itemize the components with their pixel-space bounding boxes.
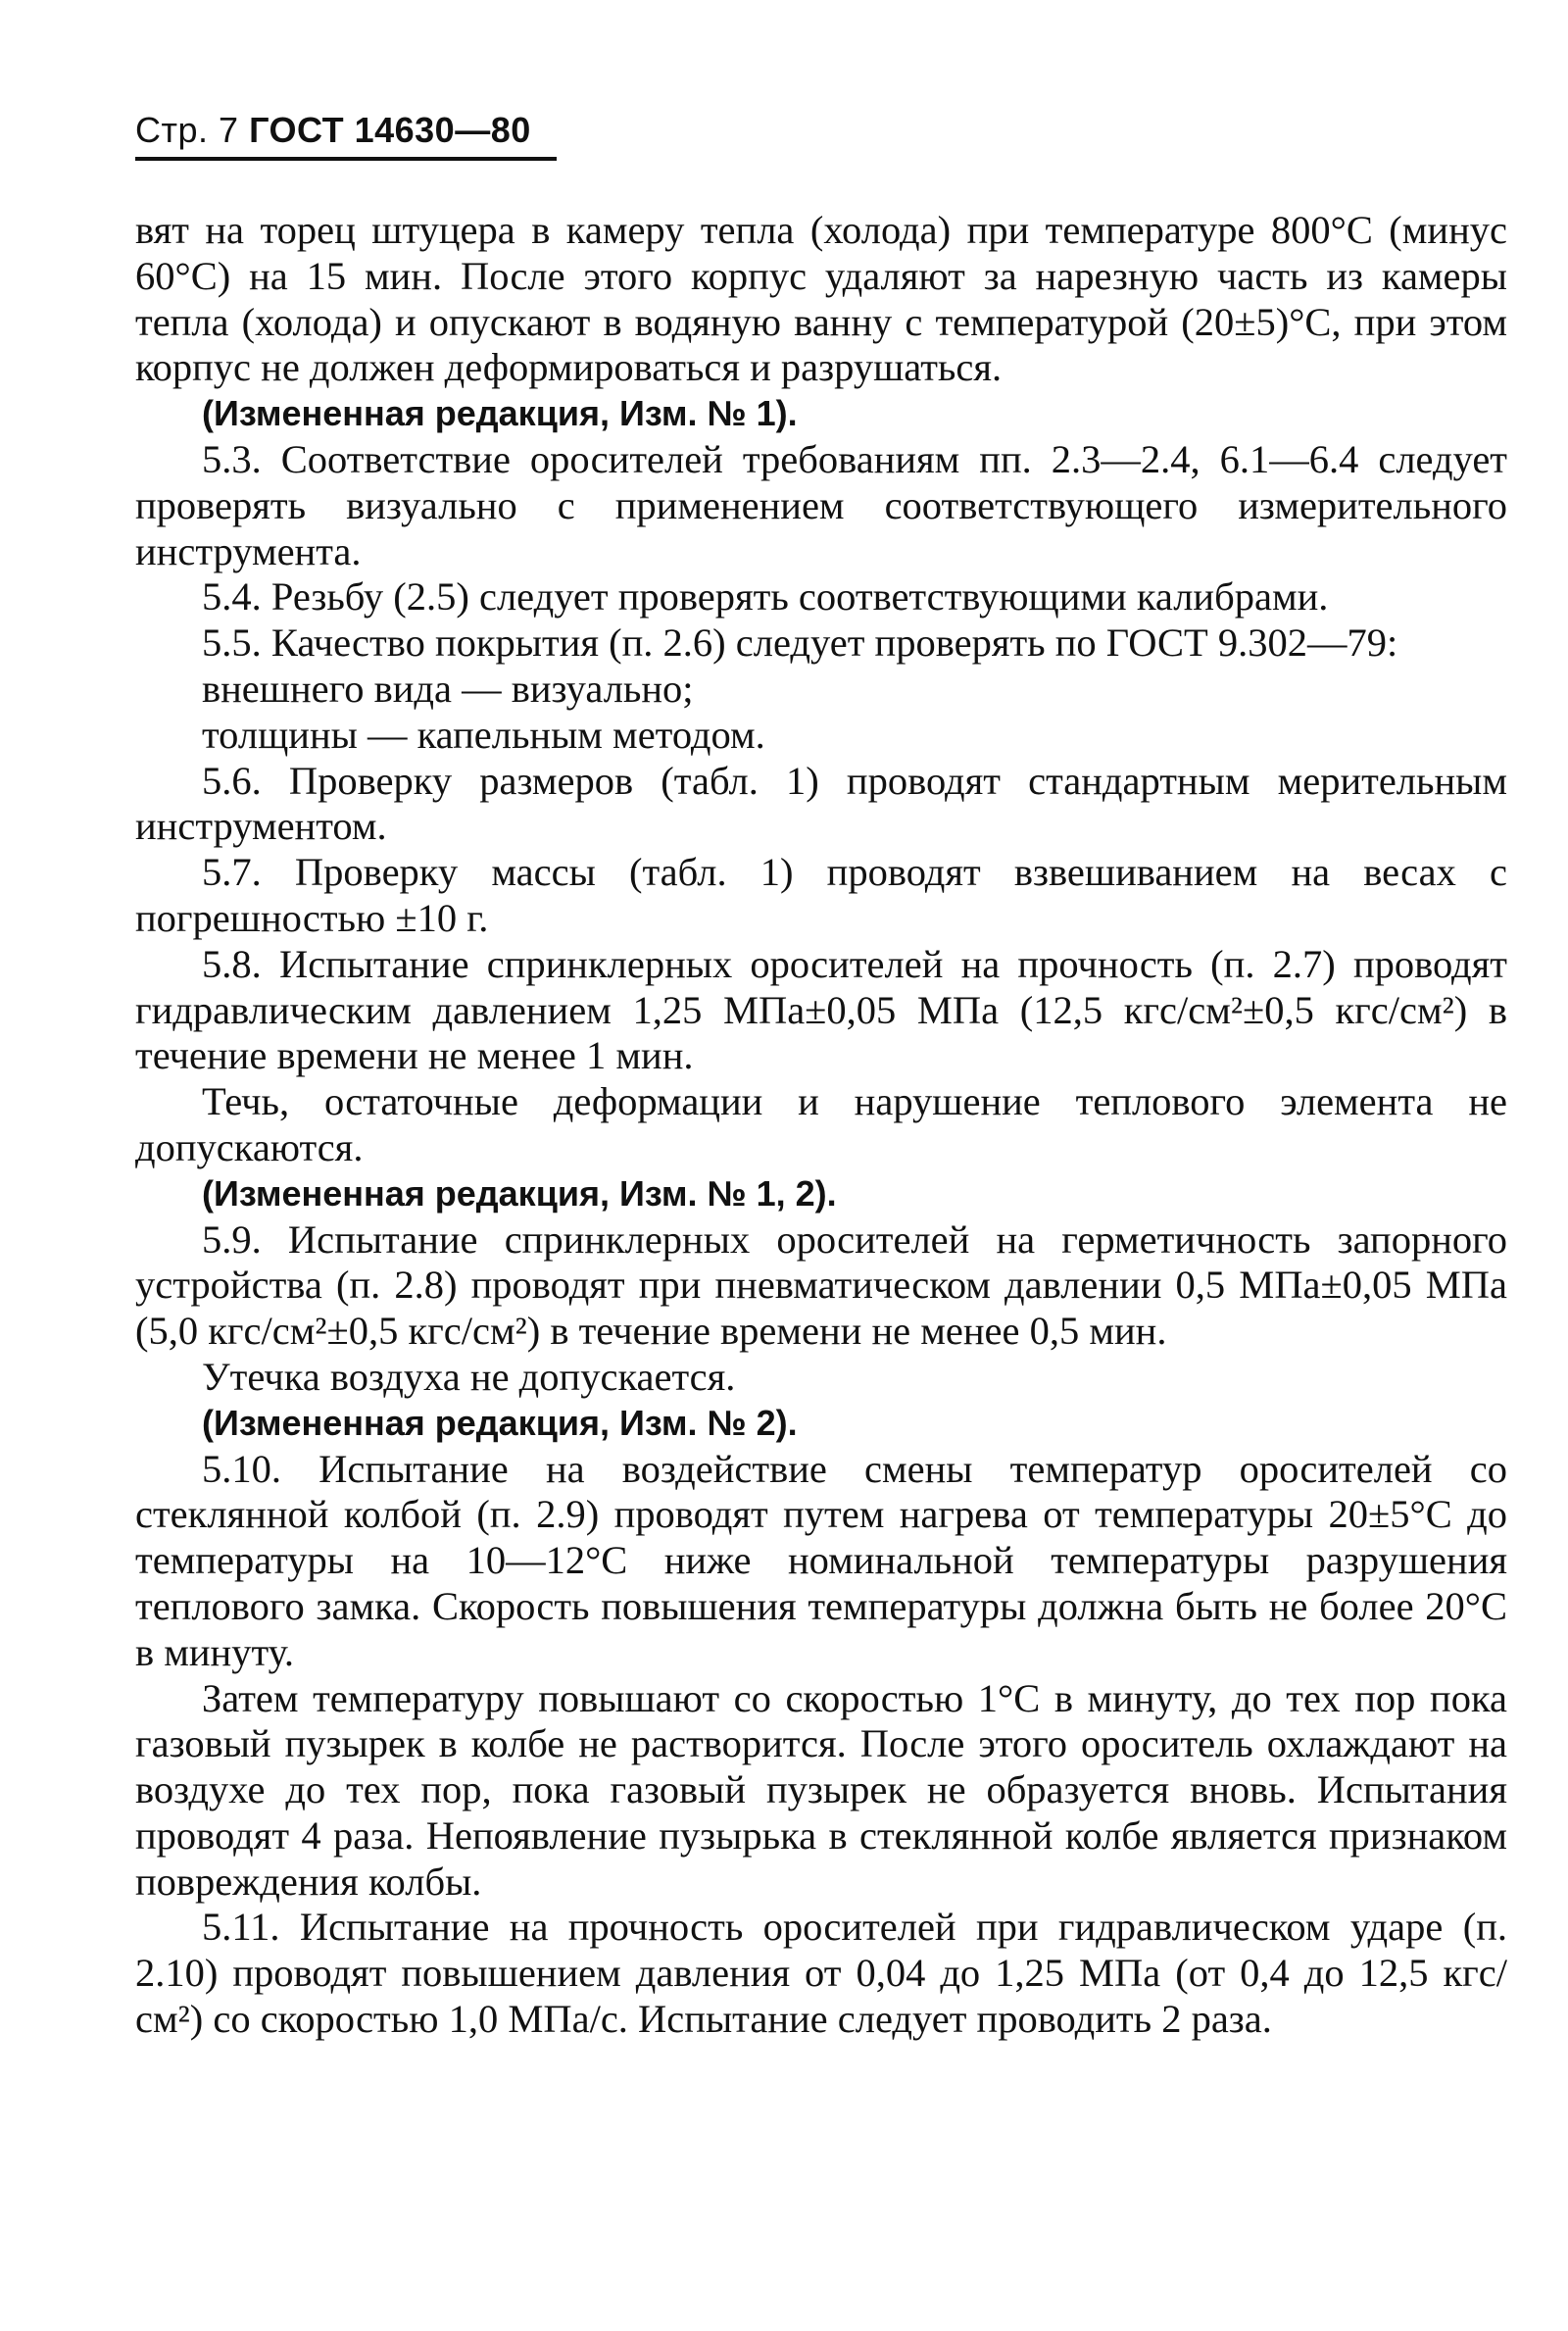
clause-5-11: 5.11. Испытание на прочность оросителей при гидравлическом ударе (п. 2.10) проводят повышением давления от 0,04 до 1,25 МПа (от 0,4 до 12,5 кгс/см²) со скоростью 1,0 МПа/с. Испытание следует проводить 2 раза. bbox=[135, 1905, 1507, 2042]
clause-5-8: 5.8. Испытание спринклерных оросителей на прочность (п. 2.7) проводят гидравлическим давлением 1,25 МПа±0,05 МПа (12,5 кгс/см²±0,5 кгс/см²) в течение времени не менее 1 мин. bbox=[135, 941, 1507, 1078]
clause-5-9-continued: Утечка воздуха не допускается. bbox=[202, 1354, 736, 1399]
amendment-note: (Измененная редакция, Изм. № 1). bbox=[202, 393, 798, 434]
clause-5-6: 5.6. Проверку размеров (табл. 1) проводят стандартным мерительным инструментом. bbox=[135, 758, 1507, 849]
clause-5-10-continued: Затем температуру повышают со скоростью 1°С в минуту, до тех пор пока газовый пузырек в колбе не растворится. После этого ороситель охлаждают на воздухе до тех пор, пока газовый пузырек не образуется вновь. Испытания проводят 4 раза. Непоявление пузырька в стеклянной колбе является признаком повреждения колбы. bbox=[135, 1675, 1507, 1904]
clause-5-10: 5.10. Испытание на воздействие смены температур оросителей со стеклянной колбой (п. 2.9) проводят путем нагрева от температуры 20±5°С до температуры на 10—12°С ниже номинальной температуры разрушения теплового замка. Скорость повышения температуры должна быть не более 20°С в минуту. bbox=[135, 1446, 1507, 1674]
header-divider bbox=[135, 157, 557, 161]
page-number: Стр. 7 bbox=[135, 110, 239, 150]
amendment-note: (Измененная редакция, Изм. № 1, 2). bbox=[202, 1172, 837, 1214]
clause-5-5: 5.5. Качество покрытия (п. 2.6) следует проверять по ГОСТ 9.302—79: bbox=[202, 620, 1398, 666]
document-body bbox=[135, 208, 1507, 2043]
clause-5-9: 5.9. Испытание спринклерных оросителей на герметичность запорного устройства (п. 2.8) проводят при пневматическом давлении 0,5 МПа±0,05 МПа (5,0 кгс/см²±0,5 кгс/см²) в течение времени не менее 0,5 мин. bbox=[135, 1216, 1507, 1354]
standard-code: ГОСТ 14630—80 bbox=[249, 110, 531, 150]
page-header bbox=[135, 110, 531, 151]
amendment-note: (Измененная редакция, Изм. № 2). bbox=[202, 1402, 798, 1443]
list-item: толщины — капельным методом. bbox=[202, 712, 765, 757]
clause-5-4: 5.4. Резьбу (2.5) следует проверять соответствующими калибрами. bbox=[202, 574, 1329, 620]
clause-5-8-continued: Течь, остаточные деформации и нарушение теплового элемента не допускаются. bbox=[135, 1079, 1507, 1169]
list-item: внешнего вида — визуально; bbox=[202, 666, 694, 711]
clause-5-3: 5.3. Соответствие оросителей требованиям пп. 2.3—2.4, 6.1—6.4 следует проверять визуально с применением соответствующего измерительного инструмента. bbox=[135, 436, 1507, 573]
clause-5-7: 5.7. Проверку массы (табл. 1) проводят взвешиванием на весах с погрешностью ±10 г. bbox=[135, 850, 1507, 940]
paragraph-continuation: вят на торец штуцера в камеру тепла (холода) при температуре 800°С (минус 60°С) на 15 мин. После этого корпус удаляют за нарезную часть из камеры тепла (холода) и опускают в водяную ванну с температурой (20±5)°С, при этом корпус не должен деформироваться и разрушаться. bbox=[135, 208, 1507, 390]
